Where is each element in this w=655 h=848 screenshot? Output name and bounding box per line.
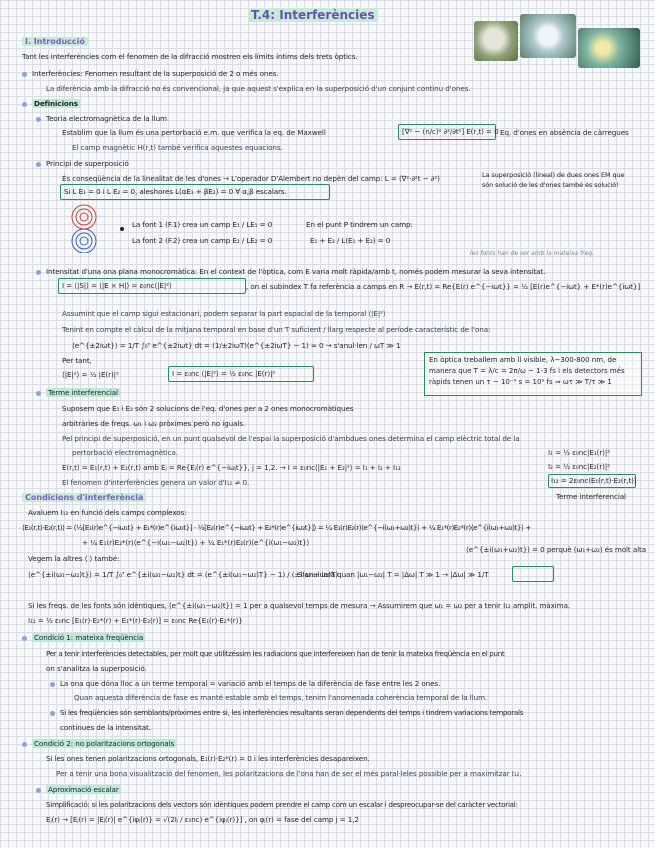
em-theory-heading: Teoria electromagnètica de la llum [46,114,167,123]
scalar-approx-heading: Aproximació escalar [48,785,119,794]
intensity-i1: I₁ = ½ ε₀nc|E₁(r)|² [548,448,610,457]
bullet-icon [22,742,27,747]
bullet-icon [50,682,55,687]
time-average-formula: ⟨e^{±2iωt}⟩ = 1/T ∫₀ᵀ e^{±2iωt} dt = (1/±2iωT)(e^{±2iωT} − 1) ≈ 0 → s'anul·len / ωT ≫ 1 [72,341,401,350]
intro-text: Tant les interferències com el fenomen de la difracció mostren els límits íntims dels trets òptics. [22,52,358,61]
intensity-result: I = ε₀nc ⟨|E|²⟩ = ½ ε₀nc |E(r)|² [172,369,276,378]
bullet-icon [36,117,41,122]
margin-note: les fonts han de ser amb la mateixa freq. [470,250,594,257]
similar-freq-text-2: contínues de la intensitat. [60,723,151,732]
intensity-box [58,278,246,294]
bullet-icon [36,391,41,396]
soap-bubble-photo [474,21,518,61]
intensity-i2: I₂ = ½ ε₀nc|E₂(r)|² [548,462,610,471]
interference-term-heading: Terme interferencial [48,388,118,397]
optics-note: En òptica treballem amb ll visible, λ~300-800 nm, de manera que T = λ/c = 2π/ω ~ 1-3 fs i els detectors més ràpids tenen un τ ~ 10⁻⁹ s = 10⁹ fs ⇒ ωτ ≫ T/τ ≫ 1 [429,356,625,386]
condition-1-text-2: on s'analitza la superposició. [46,664,147,673]
stationary-text: Assumint que el camp sigui estacionari, podem separar la part espacial de la temporal ⟨|E|²⟩ [62,309,386,318]
maxwell-note: Eq. d'ones en absència de càrregues [500,128,629,137]
difference-average-formula: ⟨e^{±i(ω₁−ω₂)t}⟩ = 1/T ∫₀ᵀ e^{±i(ω₁−ω₂)t} dt = (e^{±i(ω₁−ω₂)T} − 1) / (±i(ω₁−ω₂)T) [28,570,338,579]
phase-difference-text: La ona que dóna lloc a un terme temporal = variació amb el temps de la diferència de fase entre les 2 ones. [60,679,441,688]
linearity-text: És conseqüència de la linealitat de les d'ones → L'operador D'Alembert no depèn del camp: L = (∇²·∂²t − ∂²) [62,174,440,183]
condition-1-text-1: Per a tenir interferències detectables, per molt que utilitzéssim les radiacions que interfereixen han de tenir la mateixa freqüència en el punt [46,649,505,658]
condition-1-heading: Condició 1: mateixa freqüència [34,633,144,642]
maxwell-text: Establim que la llum és una pertorbació e.m. que verifica la eq. de Maxwell [62,128,326,137]
interferences-definition: Interferències: Fenomen resultant de la superposició de 2 o més ones. [32,69,279,78]
mean-square-formula: ⟨|E|²⟩ = ½ |E(r)|² [62,370,119,379]
similar-freq-text: Si les freqüències són semblants/pròximes entre si, les interferències resultants seran dependents del temps i tindrem variacions temporals [60,708,524,717]
phenomenon-text: El fenomen d'interferències genera un valor d'I₁₂ ≠ 0. [62,478,250,487]
evaluate-text: Avaluem I₁₂ en funció dels camps complexos: [28,508,187,517]
subscript-note: , on el subíndex T fa referència a camps en R → E(r,t) = Re{E(r) e^{−iωt}} = ½ [E(r)e^{−iωt} + E*(r)e^{iωt}] [246,282,641,291]
others-text: Vegem la altres ⟨ ⟩ també: [28,554,120,563]
intensity-formula: I = ⟨|S|⟩ = ⟨|E × H|⟩ = ε₀nc⟨|E|²⟩ [62,281,172,290]
oil-film-photo [578,28,640,68]
frequencies-text: arbitràries de freqs. ω₁ i ω₂ pròximes però no iguals. [62,419,246,428]
bubble-photo [520,14,576,58]
bullet-icon [22,72,27,77]
identical-freq-text: Si les freqs. de les fonts són idèntiques, ⟨e^{±i(ω₁−ω₂)t}⟩ = 1 per a qualsevol temps de mesura → Assumirem que ω₁ = ω₂ per a tenir I₁₂ amplit. màxima. [28,601,571,610]
high-frequency-note: ⟨e^{±i(ω₁+ω₂)t}⟩ = 0 perquè (ω₁+ω₂) és molt alta [466,545,647,554]
parallel-polarization-text: Per a tenir una bona visualització del fenomen, les polaritzacions de l'ona han de ser el més paral·leles possible per a maximitzar I₁₂. [56,769,522,778]
delta-omega-box [512,566,554,582]
condition-2-heading: Condició 2: no polaritzacions ortogonals [34,739,175,748]
magnetic-field-text: El camp magnètic H(r,t) també verifica aquestes equacions. [72,143,283,152]
superposition-heading: Principi de superposició [46,159,129,168]
coherence-text: Quan aquesta diferència de fase es manté estable amb el temps, tenim l'anomenada coherència temporal de la llum. [74,693,488,702]
expansion-formula-2: + ¼ E₁(r)E₂*(r)⟨e^{−i(ω₁−ω₂)t}⟩ + ¼ E₁*(r)E₂(r)⟨e^{i(ω₁−ω₂)t}⟩ [82,538,310,547]
definitions-heading: Definicions [34,99,78,108]
superposition-principle-text: Pel principi de superposició, en un punt qualsevol de l'espai la superposició d'ambdues ones determina el camp elèctric total de la [62,434,520,443]
superposition-formula: Si L E₁ = 0 i L E₂ = 0, aleshores L(αE₁ + βE₂) = 0 ∀ α,β escalars. [64,187,287,196]
bullet-icon [36,270,41,275]
suppose-text: Suposem que E₁ i E₂ són 2 solucions de l'eq. d'ones per a 2 ones monocromàtiques [62,404,354,413]
bullet-icon [36,788,41,793]
section-conditions: Condicions d'interferència [22,493,146,502]
bullet-icon [36,162,41,167]
source1-text: La font 1 (F.1) crea un camp E₁ / LE₁ = 0 [132,220,273,229]
bullet-icon [22,636,27,641]
therefore-text: Per tant, [62,356,92,365]
two-sources-diagram [70,203,130,253]
orthogonal-text: Si les ones tenen polaritzacions ortogonals, E₁(r)·E₂*(r) = 0 i les interferències desapareixen. [46,754,370,763]
intensity-result-box [168,366,314,382]
optics-note-box [424,352,642,396]
superposition-box [60,184,330,200]
page-title: T.4: Interferències [248,8,378,22]
bullet-icon [50,711,55,716]
superposition-note: La superposició (lineal) de dues ones EM que són solució de les d'ones també és solució! [482,171,625,189]
section-introduction: I. Introducció [22,37,88,46]
source2-text: La font 2 (F.2) crea un camp E₂ / LE₂ = 0 [132,236,273,245]
cancellation-condition: S'anul·larà quan |ω₁−ω₂| T = |Δω| T ≫ 1 → |Δω| ≫ 1/T [298,570,489,579]
total-field-formula: E(r,t) = E₁(r,t) + E₂(r,t) amb Eⱼ = Re{Eⱼ(r) e^{−iωⱼt}}, j = 1,2. → I = ε₀nc⟨|E₁ + E₂|²⟩ = I₁ + I₂ + I₁₂ [62,463,401,472]
i12-formula: I₁₂ = ½ ε₀nc [E₁(r)·E₂*(r) + E₁*(r)·E₂(r)] = ε₀nc Re{E₁(r)·E₂*(r)} [28,616,243,625]
point-p-field: E₁ + E₂ / L(E₁ + E₂) = 0 [310,236,391,245]
difference-difraction: La diferència amb la difracció no és convencional, ja que aquest s'explica en la superposició d'un conjunt continu d'ones. [46,84,471,93]
expansion-formula-1: ⟨E₁(r,t)·E₂(r,t)⟩ = ⟨½[E₁(r)e^{−iω₁t} + E₁*(r)e^{iω₁t}] · ½[E₂(r)e^{−iω₂t} + E₂*(r)e^{iω₂t}]⟩ = ¼ E₁(r)E₂(r)⟨e^{−i(ω₁+ω₂)t}⟩ + ¼ E₁*(r)E₂*(r)⟨e^{i(ω₁+ω₂)t}⟩ + [22,523,531,532]
time-average-text: Tenint en compte el càlcul de la mitjana temporal en base d'un T suficient / llarg respecte al període característic de l'ona: [62,325,491,334]
maxwell-equation-box [398,124,499,140]
intensity-heading: Intensitat d'una ona plana monocromàtica: En el context de l'òptica, com E varia molt ràpida/amb t, només podem mesurar la seva intensitat. [46,267,546,276]
interference-term-formula: I₁₂ = 2ε₀nc⟨E₁(r,t)·E₂(r,t)⟩ [551,476,637,485]
simplification-text: Simplificació: si les polaritzacions dels vectors són idèntiques podem prendre el camp com un escalar i despreocupar-se del caràcter vectorial: [46,800,518,809]
scalar-field-formula: Eⱼ(r) → [Eⱼ(r) = |Eⱼ(r)| e^{iφⱼ(r)} = √(2Iⱼ / ε₀nc) e^{iφⱼ(r)}] , on φⱼ(r) = fase del camp j = 1,2 [46,815,359,824]
interference-term-label: Terme interferencial [556,492,626,501]
bullet-icon [22,102,27,107]
interference-term-box [548,474,636,488]
em-perturbation-text: pertorbació electromagnètica. [72,448,179,457]
maxwell-equation: [∇² − (n/c)² ∂²/∂t²] E(r,t) = 0 [402,127,499,136]
point-p-text: En el punt P tindrem un camp: [306,220,413,229]
